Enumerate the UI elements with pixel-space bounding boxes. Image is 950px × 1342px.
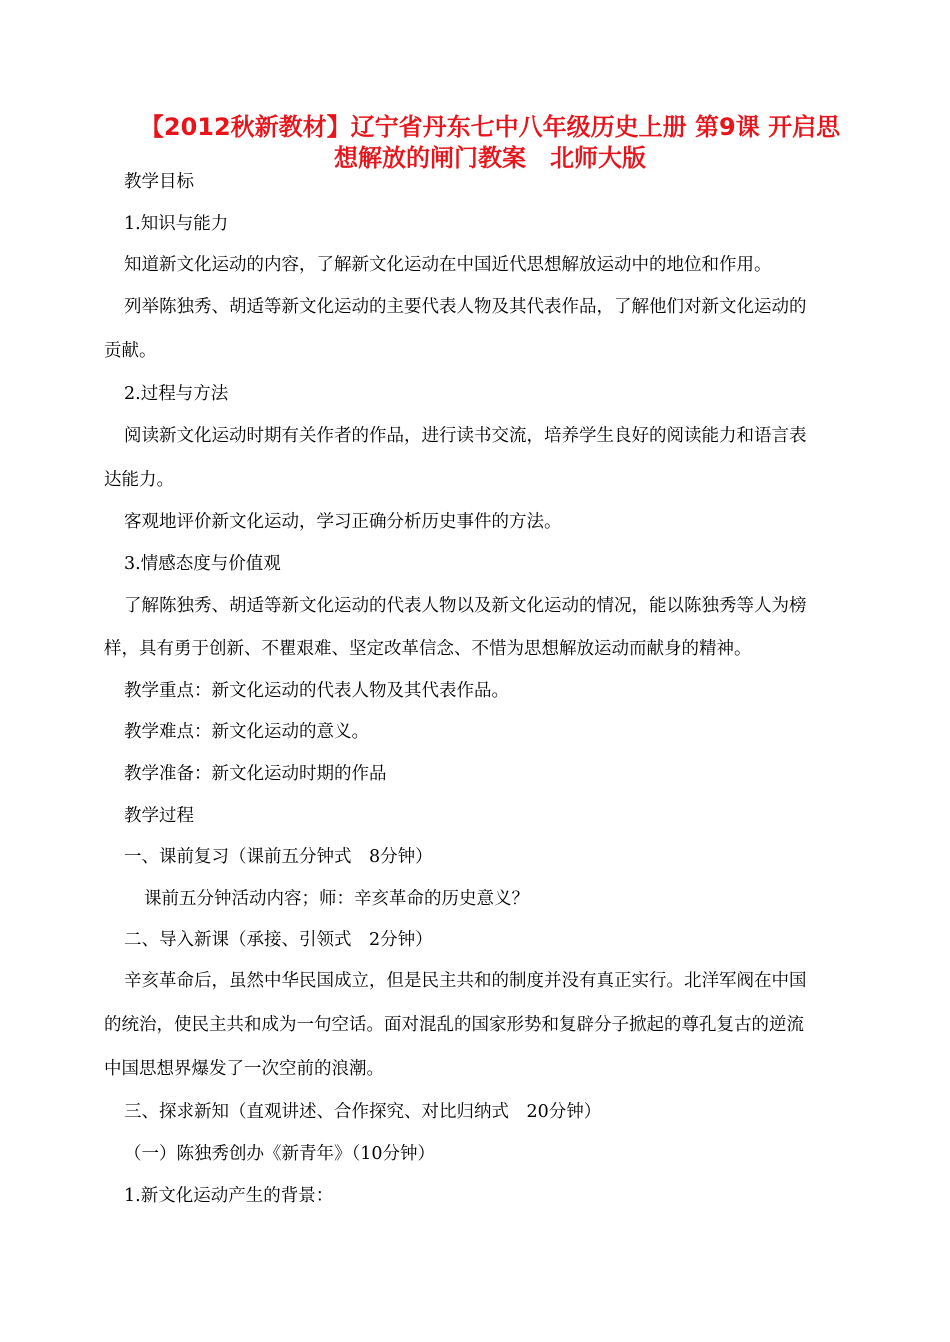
paragraph-line: 的统治，使民主共和成为一句空话。面对混乱的国家形势和复辟分子掀起的尊孔复古的逆流 — [104, 1015, 804, 1035]
section-heading: 教学目标 — [124, 172, 194, 192]
paragraph-line: 课前五分钟活动内容；师：辛亥革命的历史意义？ — [144, 889, 529, 909]
paragraph-line: 教学重点：新文化运动的代表人物及其代表作品。 — [124, 681, 509, 701]
section-heading: 教学过程 — [124, 806, 194, 826]
paragraph-line: 阅读新文化运动时期有关作者的作品，进行读书交流，培养学生良好的阅读能力和语言表 — [124, 426, 807, 446]
paragraph-line: 教学难点：新文化运动的意义。 — [124, 722, 369, 742]
subsection-heading: 1.知识与能力 — [124, 214, 229, 234]
subsection-heading: 一、课前复习（课前五分钟式 8分钟） — [124, 847, 433, 867]
paragraph-line: 达能力。 — [104, 470, 174, 490]
paragraph-line: 贡献。 — [104, 341, 157, 361]
paragraph-line: 中国思想界爆发了一次空前的浪潮。 — [104, 1059, 384, 1079]
paragraph-line: 教学准备：新文化运动时期的作品 — [124, 764, 387, 784]
paragraph-line: 客观地评价新文化运动，学习正确分析历史事件的方法。 — [124, 512, 562, 532]
paragraph-line: 样，具有勇于创新、不瞿艰难、坚定改革信念、不惜为思想解放运动而献身的精神。 — [104, 639, 752, 659]
subsection-heading: （一）陈独秀创办《新青年》（10分钟） — [124, 1144, 436, 1164]
subsection-heading: 三、探求新知（直观讲述、合作探究、对比归纳式 20分钟） — [124, 1102, 602, 1122]
paragraph-line: 辛亥革命后，虽然中华民国成立，但是民主共和的制度并没有真正实行。北洋军阀在中国 — [124, 971, 807, 991]
subsection-heading: 二、导入新课（承接、引领式 2分钟） — [124, 930, 433, 950]
subsection-heading: 2.过程与方法 — [124, 384, 229, 404]
paragraph-line: 列举陈独秀、胡适等新文化运动的主要代表人物及其代表作品，了解他们对新文化运动的 — [124, 297, 807, 317]
paragraph-line: 知道新文化运动的内容，了解新文化运动在中国近代思想解放运动中的地位和作用。 — [124, 255, 772, 275]
document-title-line-2: 想解放的闸门教案 北师大版 — [334, 144, 646, 172]
paragraph-line: 了解陈独秀、胡适等新文化运动的代表人物以及新文化运动的情况，能以陈独秀等人为榜 — [124, 596, 807, 616]
subsection-heading: 3.情感态度与价值观 — [124, 554, 281, 574]
document-title-line-1: 【2012秋新教材】辽宁省丹东七中八年级历史上册 第9课 开启思 — [139, 113, 841, 141]
subsection-heading: 1.新文化运动产生的背景： — [124, 1186, 334, 1206]
